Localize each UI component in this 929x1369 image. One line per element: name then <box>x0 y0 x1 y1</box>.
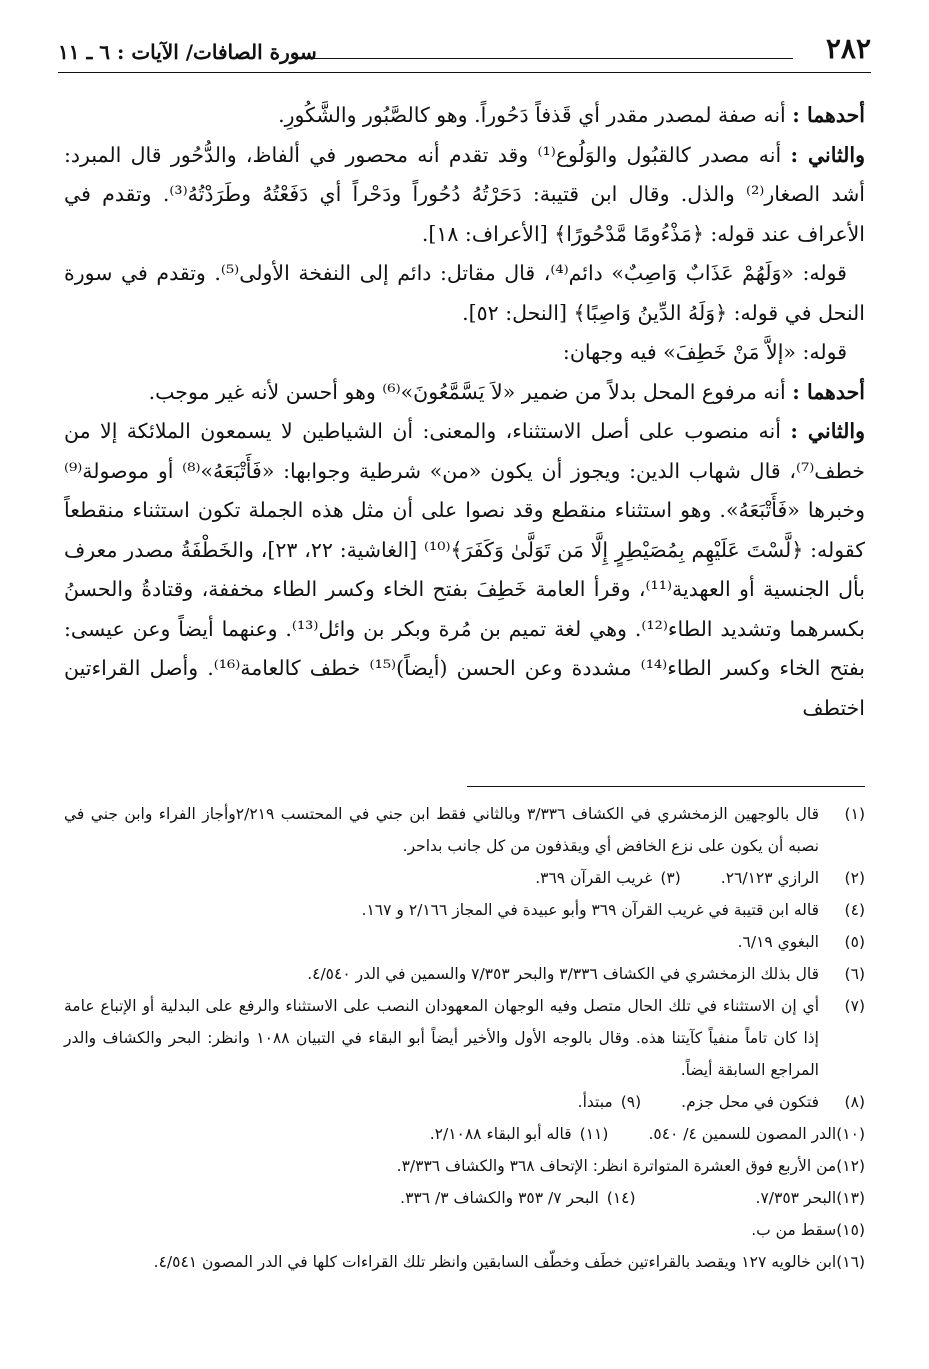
footnote-number: (٤) <box>844 901 865 919</box>
paragraph-text: أنه صفة لمصدر مقدر أي قَذفاً دَحُوراً. وهو كالصَّبُور والشَّكُورِ. <box>278 103 793 127</box>
header-underline <box>58 72 871 73</box>
footnote-number: (١٣) <box>836 1189 865 1207</box>
footnote-text: الرازي ٢٦/١٢٣. <box>720 869 819 887</box>
footnote-separator <box>467 786 865 787</box>
footnote-row <box>64 1182 865 1214</box>
footnote-item <box>721 862 865 894</box>
footnote-item <box>535 862 681 894</box>
footnote-number: (١١) <box>579 1125 609 1143</box>
paragraph-label: والثاني : <box>790 142 866 167</box>
paragraph-label: أحدهما : <box>792 379 865 404</box>
footnote-text: قال بذلك الزمخشري في الكشاف ٣/٣٣٦ والبحر ٧/٣٥٣ والسمين في الدر ٤/٥٤٠. <box>307 965 819 983</box>
paragraph-first-aspect <box>64 373 865 413</box>
footnote-number: (٥) <box>844 933 865 951</box>
running-title: سورة الصافات/ الآيات : ٦ ـ ١١ <box>58 40 317 64</box>
footnote-item <box>400 1182 635 1214</box>
footnote-item <box>756 1182 865 1214</box>
paragraph-label: أحدهما : <box>792 103 865 127</box>
footnote-text: قاله ابن قتيبة في غريب القرآن ٣٦٩ وأبو عبيدة في المجاز ٢/١٦٦ و ١٦٧. <box>361 901 819 919</box>
footnote-number: (١٦) <box>836 1253 865 1271</box>
footnote-item <box>430 1118 609 1150</box>
footnote-text: ابن خالويه ١٢٧ ويقصد بالقراءتين خطَف وخطّف السابقين وانظر تلك القراءات كلها في الدر المصون ٤/٥٤١. <box>153 1253 837 1271</box>
footnote-text: البغوي ٦/١٩. <box>737 933 819 951</box>
footnote-row <box>64 862 865 894</box>
footnote-number: (١) <box>844 805 865 823</box>
main-text <box>64 96 865 728</box>
footnote-text: غريب القرآن ٣٦٩. <box>535 869 653 887</box>
footnote-number: (١٥) <box>836 1221 865 1239</box>
footnote-item <box>64 1246 865 1278</box>
paragraph-khatif-intro <box>64 333 865 373</box>
header-rule <box>308 58 793 59</box>
paragraph-text: أنه مصدر كالقبُول والوَلُوع⁽¹⁾ وقد تقدم أنه محصور في ألفاظ، والدُّحُور قال المبرد: أشد الصغار⁽²⁾ والذل. وقال ابن قتيبة: دَحَرْتُهُ دُحُوراً ودَحْراً أي دَفَعْتُهُ وطَرَدْتُهُ⁽³⁾. وتقدم في الأعراف عند قوله: ﴿مَذْءُومًا مَّدْحُورًا﴾ [الأعراف: ١٨]. <box>64 142 865 246</box>
footnote-row <box>64 1118 865 1150</box>
paragraph-text: أنه منصوب على أصل الاستثناء، والمعنى: أن الشياطين لا يسمعون الملائكة إلا من خطف⁽⁷⁾، قال شهاب الدين: ويجوز أن يكون «من» شرطية وجوابها: «فَأَتْبَعَهُ»⁽⁸⁾ أو موصولة⁽⁹⁾ وخبرها «فَأَتْبَعَهُ». وهو استثناء منقطع وقد نصوا على أن مثل هذه الجملة تكون استثناء منقطعاً كقوله: ﴿لَّسْتَ عَلَيْهِم بِمُصَيْطِرٍ إِلَّا مَن تَوَلَّىٰ وَكَفَرَ﴾⁽¹⁰⁾ [الغاشية: ٢٢، ٢٣]، والخَطْفَةُ مصدر معرف بأل الجنسية أو العهدية⁽¹¹⁾، وقرأ العامة خَطِفَ بفتح الخاء وكسر الطاء مخففة، وقتادةُ والحسنُ بكسرهما وتشديد الطاء⁽¹²⁾. وهي لغة تميم بن مُرة وبكر بن وائل⁽¹³⁾. وعنهما أيضاً وعن عيسى: بفتح الخاء وكسر الطاء⁽¹⁴⁾ مشددة وعن الحسن (أيضاً)⁽¹⁵⁾ خطف كالعامة⁽¹⁶⁾. وأصل القراءتين اختطف <box>64 419 866 720</box>
footnote-text: سقط من ب. <box>751 1221 837 1239</box>
footnote-item <box>648 1118 865 1150</box>
paragraph-text: قوله: «وَلَهُمْ عَذَابٌ وَاصِبٌ» دائم⁽⁴⁾، قال مقاتل: دائم إلى النفخة الأولى⁽⁵⁾. وتقدم في سورة النحل في قوله: ﴿وَلَهُ الدِّينُ وَاصِبًا﴾ [النحل: ٥٢]. <box>64 261 865 325</box>
footnote-item <box>64 798 865 862</box>
footnote-item <box>64 958 865 990</box>
footnote-number: (١٤) <box>606 1189 636 1207</box>
footnote-text: الدر المصون للسمين ٤/ ٥٤٠. <box>648 1125 837 1143</box>
footnote-item <box>64 1214 865 1246</box>
footnote-text: أي إن الاستثناء في تلك الحال متصل وفيه الوجهان المعهودان النصب على الاستثناء والرفع على البدلية أو الإتباع عامة إذا كان تاماً منفياً كآيتنا هذه. وقال بالوجه الأول والأخير أيضاً أبو البقاء في التبيان ١٠٨٨ وانظر: البحر والكشاف والدر المراجع السابقة أيضاً. <box>64 997 819 1079</box>
footnote-item <box>681 1086 865 1118</box>
footnote-text: قال بالوجهين الزمخشري في الكشاف ٣/٣٣٦ وبالثاني فقط ابن جني في المحتسب ٢/٢١٩وأجاز الفراء وابن جني في نصبه أن يكون على نزع الخافض أي ويقذفون من كل جانب بداحر. <box>64 805 819 855</box>
paragraph-text: قوله: «إلاَّ مَنْ خَطِفَ» فيه وجهان: <box>562 340 847 364</box>
footnote-row <box>64 1086 865 1118</box>
footnote-text: من الأربع فوق العشرة المتواترة انظر: الإتحاف ٣٦٨ والكشاف ٣/٣٣٦. <box>396 1157 837 1175</box>
footnote-number: (٧) <box>844 997 865 1015</box>
footnote-number: (٨) <box>844 1093 865 1111</box>
footnotes <box>64 798 865 1278</box>
footnote-item <box>64 1150 865 1182</box>
footnote-item <box>64 926 865 958</box>
paragraph-label: والثاني : <box>790 419 865 443</box>
running-header <box>58 32 871 72</box>
footnote-item <box>64 894 865 926</box>
footnote-number: (٣) <box>660 869 681 887</box>
paragraph-text: أنه مرفوع المحل بدلاً من ضمير «لاَ يَسَّمَّعُونَ»⁽⁶⁾ وهو أحسن لأنه غير موجب. <box>148 379 793 404</box>
paragraph-first-view <box>64 96 865 136</box>
footnote-item <box>64 990 865 1086</box>
page-number: ٢٨٢ <box>825 32 871 65</box>
footnote-item <box>578 1086 641 1118</box>
footnote-text: قاله أبو البقاء ٢/١٠٨٨. <box>429 1125 572 1143</box>
paragraph-second-view <box>64 136 865 255</box>
footnote-text: البحر ٧/ ٣٥٣ والكشاف ٣/ ٣٣٦. <box>400 1189 599 1207</box>
footnote-number: (١٠) <box>836 1125 865 1143</box>
footnote-number: (٦) <box>844 965 865 983</box>
footnote-text: مبتدأ. <box>577 1093 613 1111</box>
paragraph-wasib <box>64 254 865 333</box>
footnote-number: (٩) <box>620 1093 642 1111</box>
paragraph-second-aspect <box>64 412 865 728</box>
footnote-number: (١٢) <box>836 1157 865 1175</box>
footnote-number: (٢) <box>844 869 865 887</box>
footnote-text: البحر ٧/٣٥٣. <box>755 1189 837 1207</box>
footnote-text: فتكون في محل جزم. <box>681 1093 819 1111</box>
